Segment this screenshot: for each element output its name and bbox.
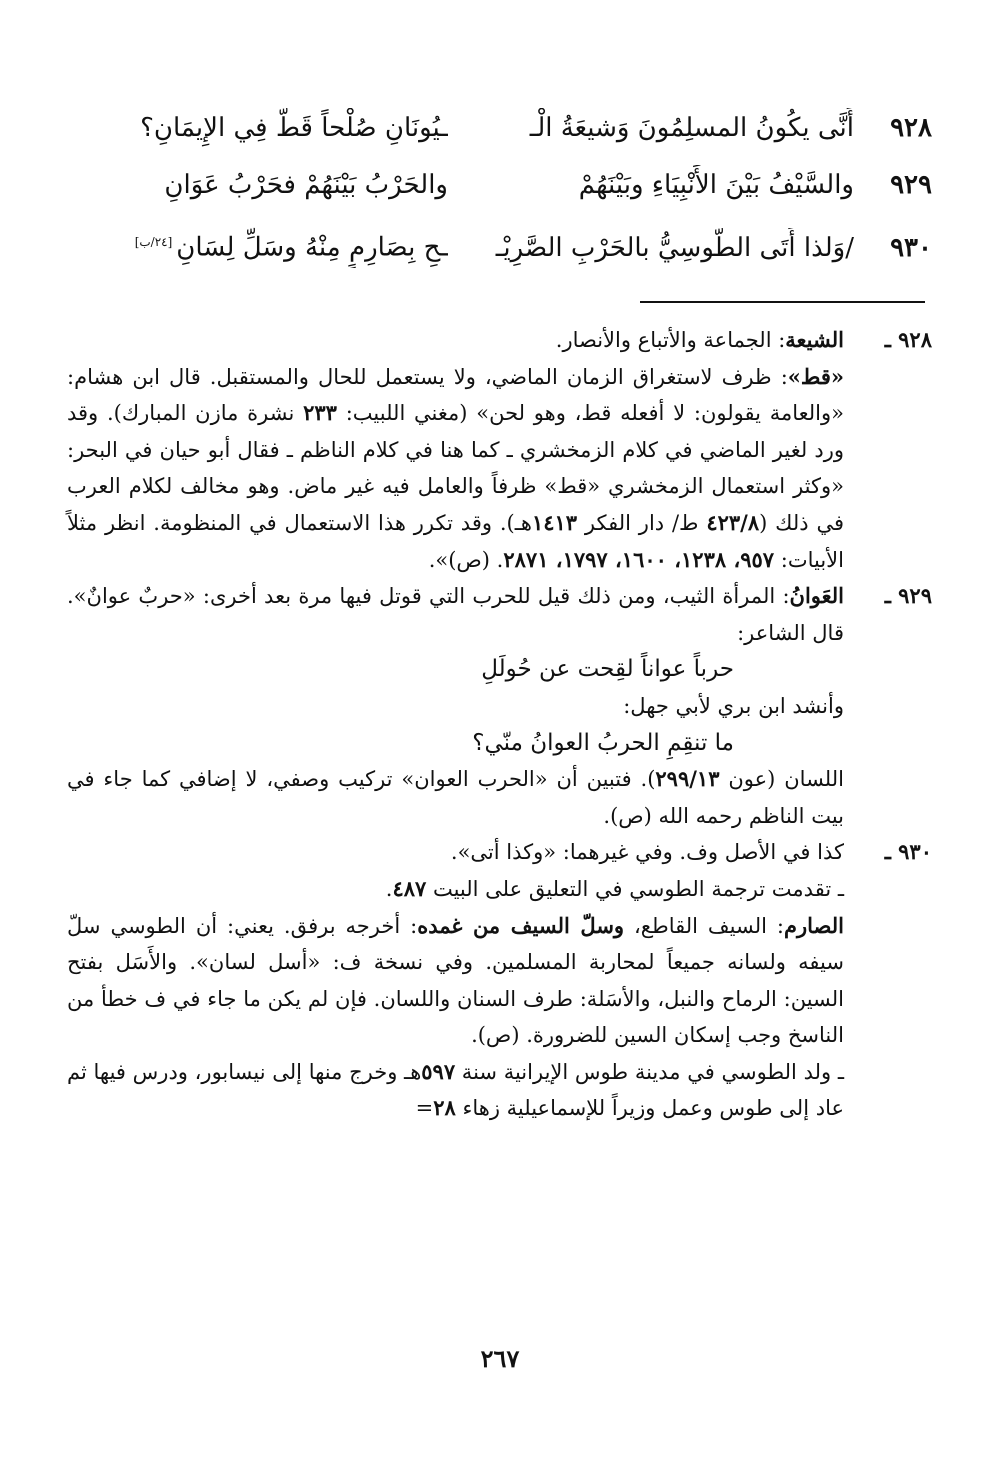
footnote [67,322,932,578]
footnote-paragraph [67,871,844,908]
footnotes [67,322,932,1127]
text: : السيف القاطع، [624,913,784,938]
quoted-verse [67,651,844,688]
bold-text: ٥٩٧ [421,1058,456,1084]
bold-text: ٢٨ [433,1095,456,1121]
text: ما تنقِمِ الحربُ العوانُ منّي؟ [472,729,734,756]
text: اللسان (عون [719,767,844,792]
text: ـ ولد الطوسي في مدينة طوس الإيرانية سنة [455,1059,844,1084]
verse-first-hemistich: أَنَّى يكُونُ المسلِمُونَ وَشيعَةُ الْـ [529,113,854,143]
page-number: ٢٦٧ [480,1344,520,1373]
footnote-number: ٩٢٨ ـ [884,327,932,352]
verse-line [67,165,932,222]
quoted-verse [67,725,844,762]
text: حرباً عواناً لقِحت عن حُولَلِ [481,656,734,683]
verse-second-hemistich: ـيُونَانِ صُلْحاً قَطُّ فِي الإِيمَانِ؟ [140,113,448,143]
verse-number: ٩٢٩ [890,170,932,200]
footnote-separator [640,301,925,303]
text: وأنشد ابن بري لأبي جهل: [623,693,844,718]
verse-line [67,222,932,279]
text: . [385,876,393,901]
bold-text: الشيعة [785,327,844,352]
bold-text: «قط» [787,363,844,389]
footnote-paragraph [67,1054,844,1127]
bold-text: ١٤١٣ [531,509,578,535]
footnote-number: ٩٢٩ ـ [884,583,932,609]
footnote [67,834,932,1127]
text: كذا في الأصل وف. وفي غيرهما: «وكذا أتى». [450,840,844,865]
text: ـ تقدمت ترجمة الطوسي في التعليق على البيت [426,876,844,901]
manuscript-folio-reference: [٢٤/ب] [134,235,173,249]
poem-verses [67,108,932,279]
text: : الجماعة والأتباع والأنصار. [555,328,786,352]
bold-text: وسلّ السيف من غمده [417,912,625,938]
bold-text: العَوانُ [789,583,844,609]
text: . (ص)». [428,547,504,572]
verse-second-hemistich [67,222,448,268]
verse-number: ٩٢٨ [890,113,932,143]
bold-text: ٤٢٣/٨ [706,509,760,535]
bold-text: ٤٨٧ [392,875,427,901]
text: ). فتبين أن «الحرب العوان» تركيب وصفي، لا إضافي كما جاء في بيت الناظم رحمه الله (ص). [67,767,844,828]
footnote-paragraph [67,578,844,651]
verse-first-hemistich: والسَّيْفُ بَيْنَ الأَنْبِيَاءِ وبَيْنَهُمْ [578,170,854,200]
verse-second-hemistich-text: ـحِ بِصَارِمٍ مِنْهُ وسَلِّ لِسَانِ [176,232,448,263]
text: : ظرف لاستغراق الزمان الماضي، ولا يستعمل للحال والمستقبل. قال ابن هشام: «والعامة يقولون: لا أفعله قط، وهو لحن» (مغني اللبيب: [67,364,844,426]
text: = [415,1096,434,1121]
footnote-paragraph [67,908,844,1054]
text: نشرة مازن المبارك). وقد ورد لغير الماضي في كلام الزمخشري ـ كما هنا في كلام الناظم ـ فقال أبو حيان في البحر: «وكثر استعمال الزمخشري «قط» ظرفاً والعامل فيه غير ماض. وهو مخالف لكلام العرب في ذلك ( [67,401,844,535]
text: هـ). وقد تكرر هذا الاستعمال في المنظومة. انظر مثلاً الأبيات: [67,510,844,572]
footnote-paragraph [67,761,844,834]
text: هـ وخرج منها إلى نيسابور، ودرس فيها ثم عاد إلى طوس وعمل وزيراً للإسماعيلية زهاء [67,1059,844,1121]
text: : المرأة الثيب، ومن ذلك قيل للحرب التي قوتل فيها مرة بعد أخرى: «حربٌ عوانٌ». قال الشاعر: [67,584,844,645]
footnote [67,578,932,834]
verse-number: ٩٣٠ [890,232,932,263]
footnote-paragraph [67,359,844,579]
footnote-number: ٩٣٠ ـ [884,839,932,865]
bold-text: ٢٩٩/١٣ [655,766,720,792]
text: ط/ دار الفكر [577,510,707,535]
verse-second-hemistich: والحَرْبُ بَيْنَهُمْ فحَرْبُ عَوَانِ [164,170,448,200]
footnote-paragraph [67,688,844,725]
footnote-paragraph [67,322,844,359]
verse-line [67,108,932,165]
bold-text: الصارم [784,912,844,938]
bold-text: ٩٥٧، ١٢٣٨، ١٦٠٠، ١٧٩٧، ٢٨٧١ [503,546,775,572]
footnote-paragraph [67,834,844,871]
bold-text: ٢٣٣ [303,400,337,426]
verse-first-hemistich: /وَلذا أَتَى الطُّوسِيُّ بالحَرْبِ الصَّرِيْـ [495,232,854,263]
text: : أخرجه برفق. يعني: أن الطوسي سلّ سيفه ولسانه جميعاً لمحاربة المسلمين. وفي نسخة ف: «أسل لسان». والأَسَل بفتح السين: الرماح والنبل، والأسَلة: طرف السنان واللسان. فإن لم يكن ما جاء في ف خطأ من الناسخ وجب إسكان السين للضرورة. (ص). [67,913,844,1048]
